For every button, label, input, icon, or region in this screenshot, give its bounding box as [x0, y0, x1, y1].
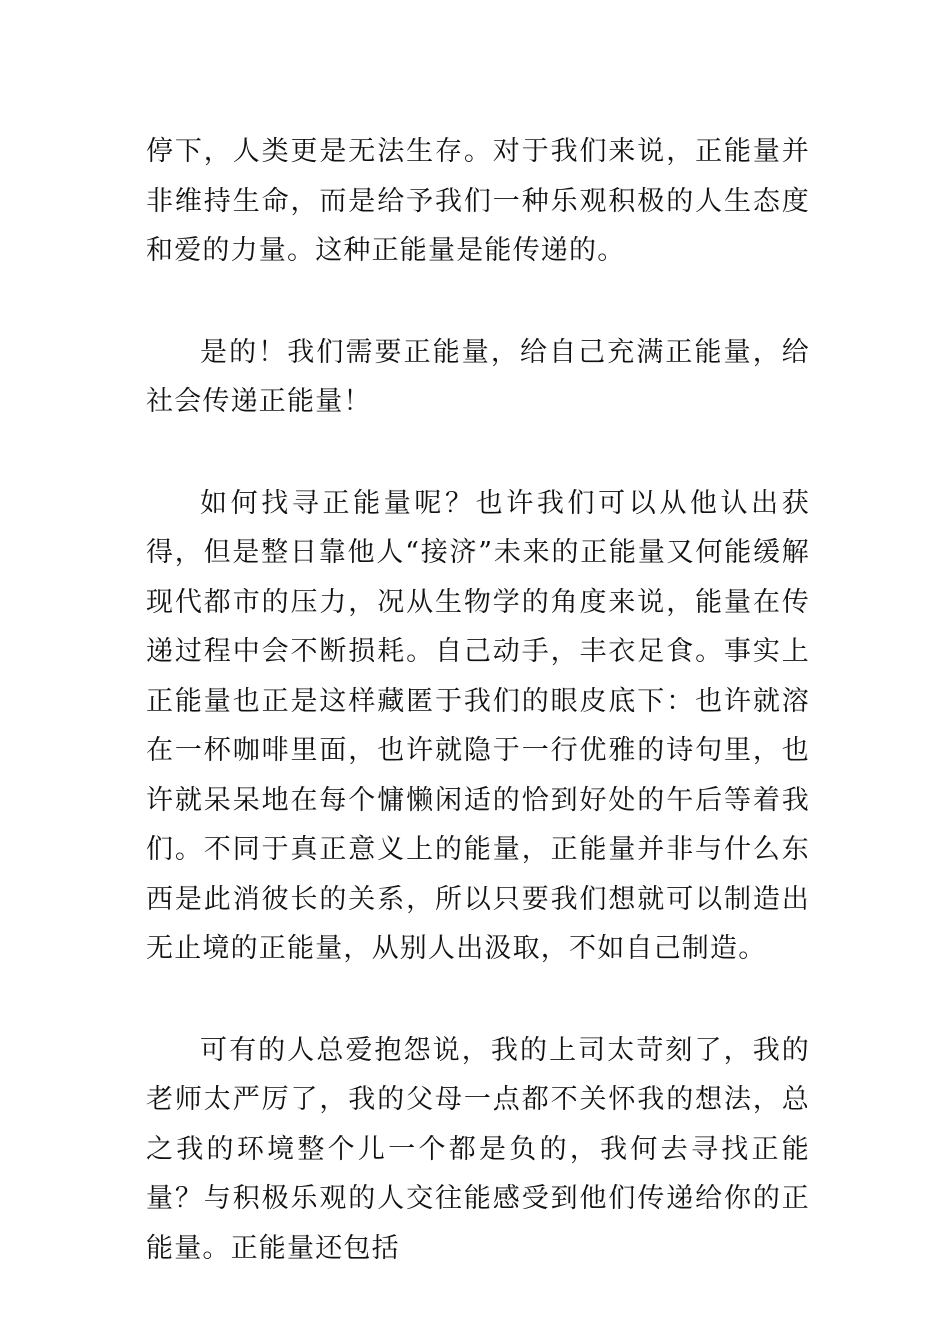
paragraph-continuation: 停下，人类更是无法生存。对于我们来说，正能量并非维持生命，而是给予我们一种乐观积极的人生态度和爱的力量。这种正能量是能传递的。 — [146, 136, 810, 266]
document-body — [146, 127, 810, 1273]
paragraph-complaints: 可有的人总爱抱怨说，我的上司太苛刻了，我的老师太严厉了，我的父母一点都不关怀我的想法，总之我的环境整个儿一个都是负的，我何去寻找正能量？与积极乐观的人交往能感受到他们传递给你的正能量。正能量还包括 — [146, 1034, 810, 1264]
paragraph-affirmation: 是的！我们需要正能量，给自己充满正能量，给社会传递正能量！ — [146, 336, 810, 417]
paragraph-finding-positive-energy: 如何找寻正能量呢？也许我们可以从他认出获得，但是整日靠他人“接济”未来的正能量又何能缓解现代都市的压力，况从生物学的角度来说，能量在传递过程中会不断损耗。自己动手，丰衣足食。事实上正能量也正是这样藏匿于我们的眼皮底下：也许就溶在一杯咖啡里面，也许就隐于一行优雅的诗句里，也许就呆呆地在每个慵懒闲适的恰到好处的午后等着我们。不同于真正意义上的能量，正能量并非与什么东西是此消彼长的关系，所以只要我们想就可以制造出无止境的正能量，从别人出汲取，不如自己制造。 — [146, 487, 810, 964]
